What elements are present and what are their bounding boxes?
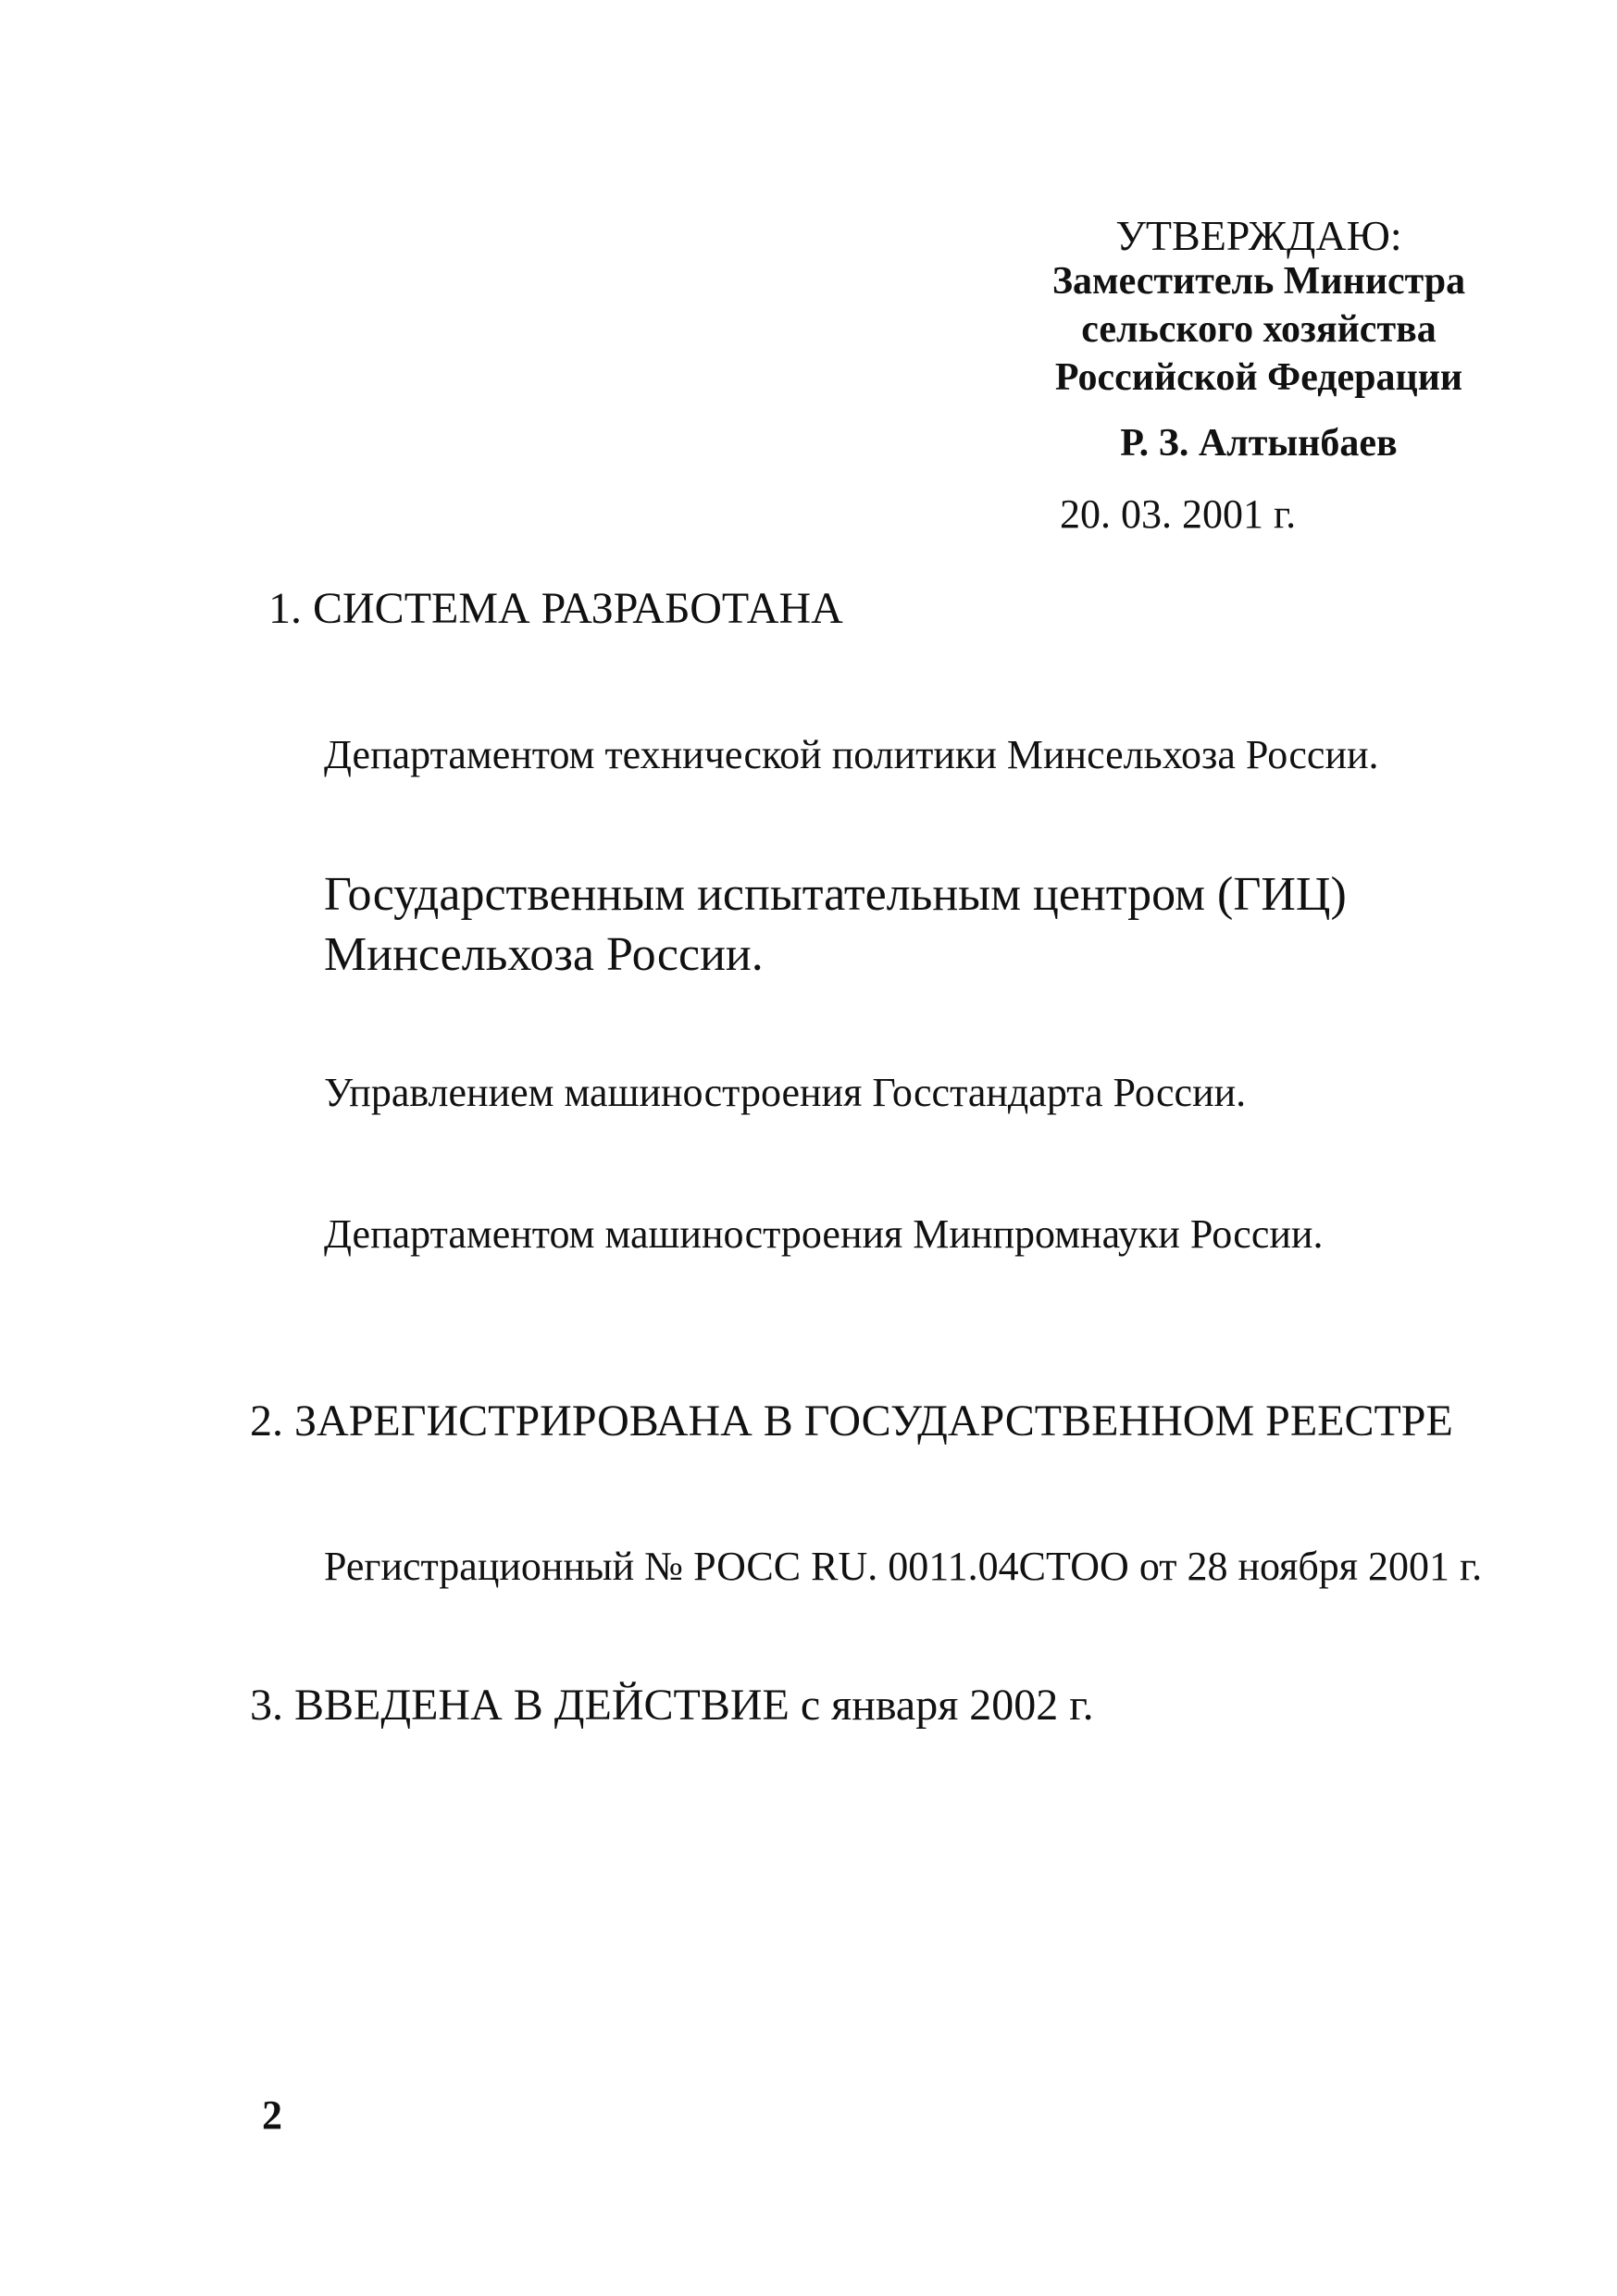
registration-number: Регистрационный № РОСС RU. 0011.04СТОО от 28 ноября 2001 г. — [324, 1544, 1483, 1589]
developer-2-line1: Государственным испытательным центром (ГИЦ) — [324, 868, 1347, 921]
section-3-title: 3. ВВЕДЕНА В ДЕЙСТВИЕ с января 2002 г. — [250, 1681, 1094, 1730]
approval-heading: УТВЕРЖДАЮ: — [1115, 212, 1402, 259]
approval-position-line1: Заместитель Министра — [1051, 260, 1466, 303]
approval-position-line2: сельского хозяйства — [1081, 308, 1437, 351]
approval-position-line3: Российской Федерации — [1054, 356, 1463, 399]
developer-1: Департаментом технической политики Минсельхоза России. — [324, 732, 1379, 777]
developer-2-line2: Минсельхоза России. — [324, 928, 764, 981]
section-2-title: 2. ЗАРЕГИСТРИРОВАНА В ГОСУДАРСТВЕННОМ РЕЕСТРЕ — [250, 1396, 1453, 1446]
developer-3: Управлением машиностроения Госстандарта России. — [324, 1070, 1247, 1115]
page-number: 2 — [262, 2092, 282, 2138]
approval-signatory: Р. З. Алтынбаев — [1120, 422, 1398, 465]
developer-4: Департаментом машиностроения Минпромнауки России. — [324, 1211, 1324, 1257]
section-1-title: 1. СИСТЕМА РАЗРАБОТАНА — [268, 584, 843, 633]
approval-date: 20. 03. 2001 г. — [1060, 491, 1297, 537]
